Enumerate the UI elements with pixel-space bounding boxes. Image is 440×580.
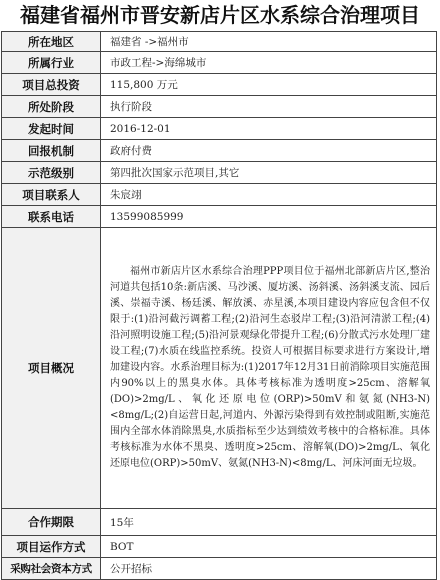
- row-value-cooperation-period: 15年: [101, 509, 437, 536]
- row-label-contact: 项目联系人: [2, 184, 101, 206]
- row-value-overview: 福州市新店片区水系综合治理PPP项目位于福州北部新店片区,整治河道共包括10条:新店溪、马沙溪、厦坊溪、汤斜溪、汤斜溪支流、园后溪、崇福寺溪、杨廷溪、解放溪、赤星溪,本项目建设内容应包含但不仅限于:(1)沿河截污调蓄工程;(2)沿河生态驳岸工程;(3)沿河清淤工程;(4)沿河照明设施工程;(5)沿河景观绿化带提升工程;(6)分散式污水处理厂建设工程;(7)水质在线监控系统。投资人可根据目标要求进行方案设计,增加建设内容。水系治理目标为:(1)2017年12月31日前消除项目实施范围内90%以上的黑臭水体。具体考核标准为透明度>25cm、溶解氧(DO)>2mg/L、氧化还原电位(ORP)>50mV和氨氮(NH3-N)<8mg/L;(2)自运营日起,河道内、外源污染得到有效控制或阻断,实施范围内全部水体消除黑臭,水质指标至少达到绩效考核中的合格标准。具体考核标准为水体不黑臭、透明度>25cm、溶解氧(DO)>2mg/L、氧化还原电位(ORP)>50mV、氨氮(NH3-N)<8mg/L、河床河面无垃圾。: [101, 228, 437, 509]
- row-label-overview: 项目概况: [2, 228, 101, 509]
- row-value-operation-mode: BOT: [101, 536, 437, 558]
- project-info-table: [1, 31, 437, 580]
- row-label-demo-level: 示范级别: [2, 162, 101, 184]
- row-value-return-mechanism: 政府付费: [101, 140, 437, 162]
- row-label-industry: 所属行业: [2, 52, 101, 74]
- row-label-phone: 联系电话: [2, 206, 101, 228]
- table-row: [2, 52, 437, 74]
- document-title: 福建省福州市晋安新店片区水系综合治理项目: [20, 3, 420, 27]
- table-row: [2, 184, 437, 206]
- table-row: [2, 96, 437, 118]
- table-row: [2, 118, 437, 140]
- row-label-total-investment: 项目总投资: [2, 74, 101, 96]
- table-row: [2, 228, 437, 509]
- row-value-region: 福建省 ->福州市: [101, 32, 437, 52]
- row-value-phone: 13599085999: [101, 206, 437, 228]
- row-value-demo-level: 第四批次国家示范项目,其它: [101, 162, 437, 184]
- table-row: [2, 74, 437, 96]
- table-row: [2, 162, 437, 184]
- table-row: [2, 32, 437, 52]
- row-label-region: 所在地区: [2, 32, 101, 52]
- row-label-procurement-method: 采购社会资本方式: [2, 558, 101, 580]
- table-row: [2, 206, 437, 228]
- row-label-stage: 所处阶段: [2, 96, 101, 118]
- table-row: [2, 536, 437, 558]
- row-label-operation-mode: 项目运作方式: [2, 536, 101, 558]
- row-value-start-date: 2016-12-01: [101, 118, 437, 140]
- table-row: [2, 558, 437, 580]
- row-label-return-mechanism: 回报机制: [2, 140, 101, 162]
- row-value-industry: 市政工程->海绵城市: [101, 52, 437, 74]
- row-value-procurement-method: 公开招标: [101, 558, 437, 580]
- row-label-cooperation-period: 合作期限: [2, 509, 101, 536]
- table-row: [2, 140, 437, 162]
- row-value-total-investment: 115,800 万元: [101, 74, 437, 96]
- row-value-contact: 朱宸翊: [101, 184, 437, 206]
- row-label-start-date: 发起时间: [2, 118, 101, 140]
- row-value-stage: 执行阶段: [101, 96, 437, 118]
- table-row: [2, 509, 437, 536]
